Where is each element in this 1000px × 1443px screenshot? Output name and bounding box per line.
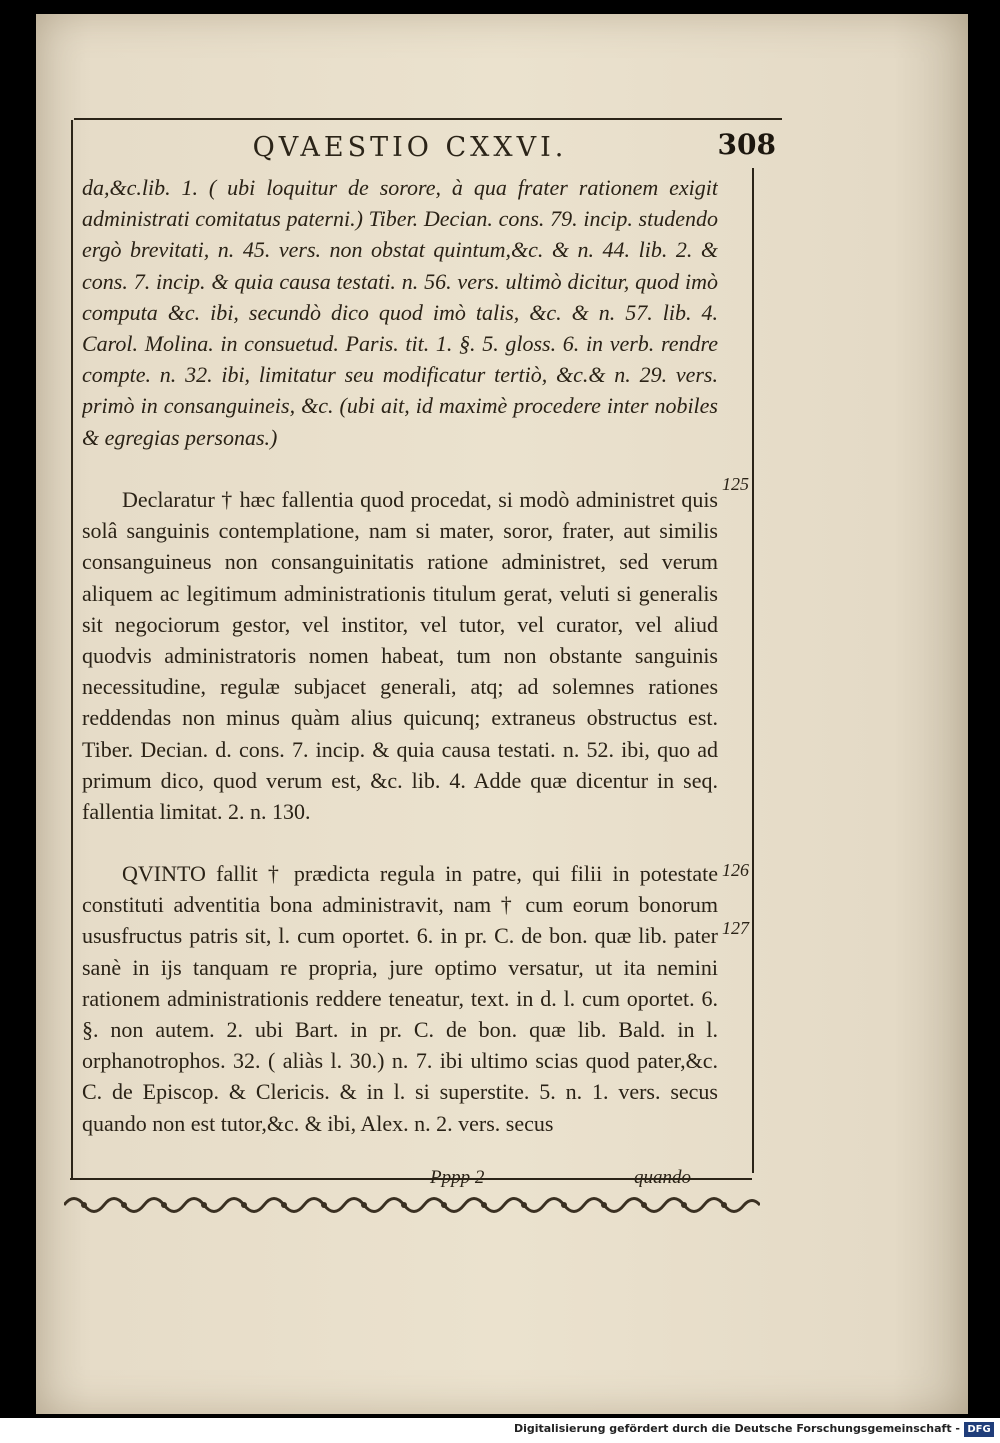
header-rule xyxy=(74,118,782,120)
ornamental-border xyxy=(64,1188,760,1222)
left-frame-rule xyxy=(71,120,73,1180)
paragraph-citations: da,&c.lib. 1. ( ubi loquitur de sorore, à qua frater rationem exigit administrati comitatus paterni.) Tiber. Decian. cons. 79. incip. studendo ergò brevitati, n. 45. vers. non obstat quintum,&c. & n. 44. lib. 2. & cons. 7. incip. & quia causa testati. n. 56. vers. ultimò dicitur, quod imò computa &c. ibi, secundò dico quod imò talis, &c. & n. 57. lib. 4. Carol. Molina. in consuetud. Paris. tit. 1. §. 5. gloss. 6. in verb. rendre compte. n. 32. ibi, limitatur seu modificatur tertiò, &c.& n. 29. vers. primò in consanguineis, &c. (ubi ait, id maximè procedere inter nobiles & egregias personas.) xyxy=(82,175,718,450)
catchword: quando xyxy=(634,1167,691,1188)
page-number: 308 xyxy=(717,128,776,161)
right-frame-rule xyxy=(752,168,754,1173)
paragraph-quinto: QVINTO fallit † prædicta regula in patre, qui filii in potestate constituti adventitia bona administravit, nam † cum eorum bonorum ususfructus patris sit, l. cum oportet. 6. in pr. C. de bon. quæ lib. pater sanè in ijs tanquam re propria, jure optimo versatur, ut ita nemini rationem administrationis reddere teneatur, text. in d. l. cum oportet. 6. §. non autem. 2. ubi Bart. in pr. C. de bon. quæ lib. Bald. in l. orphanotrophos. 32. ( aliàs l. 30.) n. 7. ibi ultimo scias quod pater,&c. C. de Episcop. & Clericis. & in l. si superstite. 5. n. 1. vers. secus quando non est tutor,&c. & ibi, Alex. n. 2. vers. secus xyxy=(82,861,718,1136)
signature-mark: Pppp 2 xyxy=(430,1167,485,1188)
digitization-footer xyxy=(0,1418,1000,1443)
margin-number-126: 126 xyxy=(722,860,749,880)
dfg-credit: Digitalisierung gefördert durch die Deutsche Forschungsgemeinschaft - xyxy=(513,1422,960,1435)
paragraph-declaratur: Declaratur † hæc fallentia quod procedat, si modò administret quis solâ sanguinis contemplatione, nam si mater, soror, frater, aut similis consanguineus non consanguinitatis ratione administret, sed verum aliquem ac legitimum administrationis titulum gerat, veluti si generalis sit negociorum gestor, vel institor, vel tutor, vel curator, vel aliud quodvis administratoris nomen habeat, tum non obstante sanguinis necessitudine, regulæ subjacet generali, atq; ad solemnes rationes reddendas non minus quàm alius quicunq; extraneus obstructus est. Tiber. Decian. d. cons. 7. incip. & quia causa testati. n. 52. ibi, quo ad primum dico, quod verum est, &c. lib. 4. Adde quæ dicentur in seq. fallentia limitat. 2. n. 130. xyxy=(82,487,718,825)
running-head: QVAESTIO CXXVI. xyxy=(252,132,568,163)
main-text xyxy=(82,172,718,1138)
margin-number-125: 125 xyxy=(722,474,749,494)
margin-number-127: 127 xyxy=(722,918,749,938)
dfg-logo: DFG xyxy=(964,1422,994,1437)
